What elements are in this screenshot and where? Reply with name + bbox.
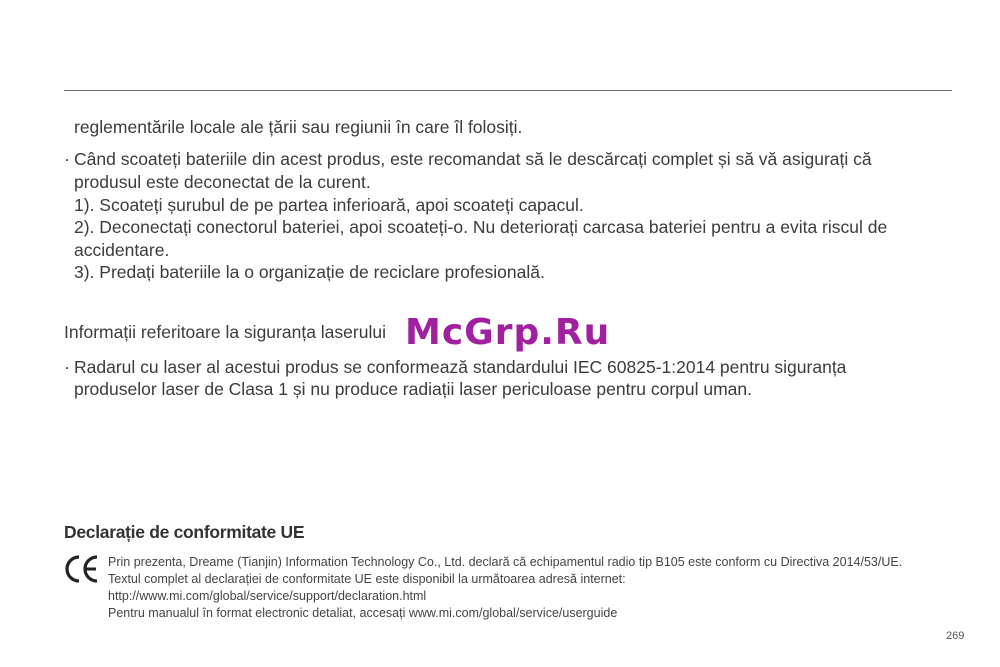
- laser-line-2: produselor laser de Clasa 1 și nu produce radiații laser periculoase pentru corpul uman.: [74, 379, 753, 399]
- declaration-link[interactable]: http://www.mi.com/global/service/support/declaration.html: [108, 589, 427, 603]
- declaration-body: [108, 554, 902, 622]
- page-number: 269: [946, 630, 965, 642]
- battery-line-2: produsul este deconectat de la curent.: [74, 172, 371, 192]
- watermark: McGrp.Ru: [405, 312, 611, 353]
- header-divider: [64, 90, 952, 91]
- battery-step-2: 2). Deconectați conectorul bateriei, apoi scoateți-o. Nu deteriorați carcasa bateriei pentru a evita riscul de: [74, 217, 888, 237]
- battery-step-3: 3). Predați bateriile la o organizație de reciclare profesională.: [74, 262, 545, 282]
- continuation-text: reglementările locale ale țării sau regiunii în care îl folosiți.: [74, 117, 523, 137]
- laser-line-1: Radarul cu laser al acestui produs se conformează standardului IEC 60825-1:2014 pentru siguranța: [74, 357, 847, 377]
- userguide-line: Pentru manualul în format electronic detaliat, accesați www.mi.com/global/service/userguide: [108, 606, 618, 620]
- bullet-marker: ·: [64, 149, 70, 169]
- declaration-line: Prin prezenta, Dreame (Tianjin) Information Technology Co., Ltd. declară că echipamentul radio tip B105 este conform cu Directiva 2014/53/UE.: [108, 555, 903, 569]
- laser-heading: Informații referitoare la siguranța laserului: [64, 322, 386, 342]
- ce-mark-icon: [64, 555, 100, 583]
- battery-line-1: Când scoateți bateriile din acest produs, este recomandat să le descărcați complet și să vă asigurați că: [74, 149, 872, 169]
- declaration-line: Textul complet al declarației de conformitate UE este disponibil la următoarea adresă internet:: [108, 572, 626, 586]
- battery-step-2-cont: accidentare.: [74, 240, 170, 260]
- bullet-marker: ·: [64, 357, 70, 377]
- declaration-title: Declarație de conformitate UE: [64, 522, 305, 542]
- battery-step-1: 1). Scoateți șurubul de pe partea inferioară, apoi scoateți capacul.: [74, 195, 584, 215]
